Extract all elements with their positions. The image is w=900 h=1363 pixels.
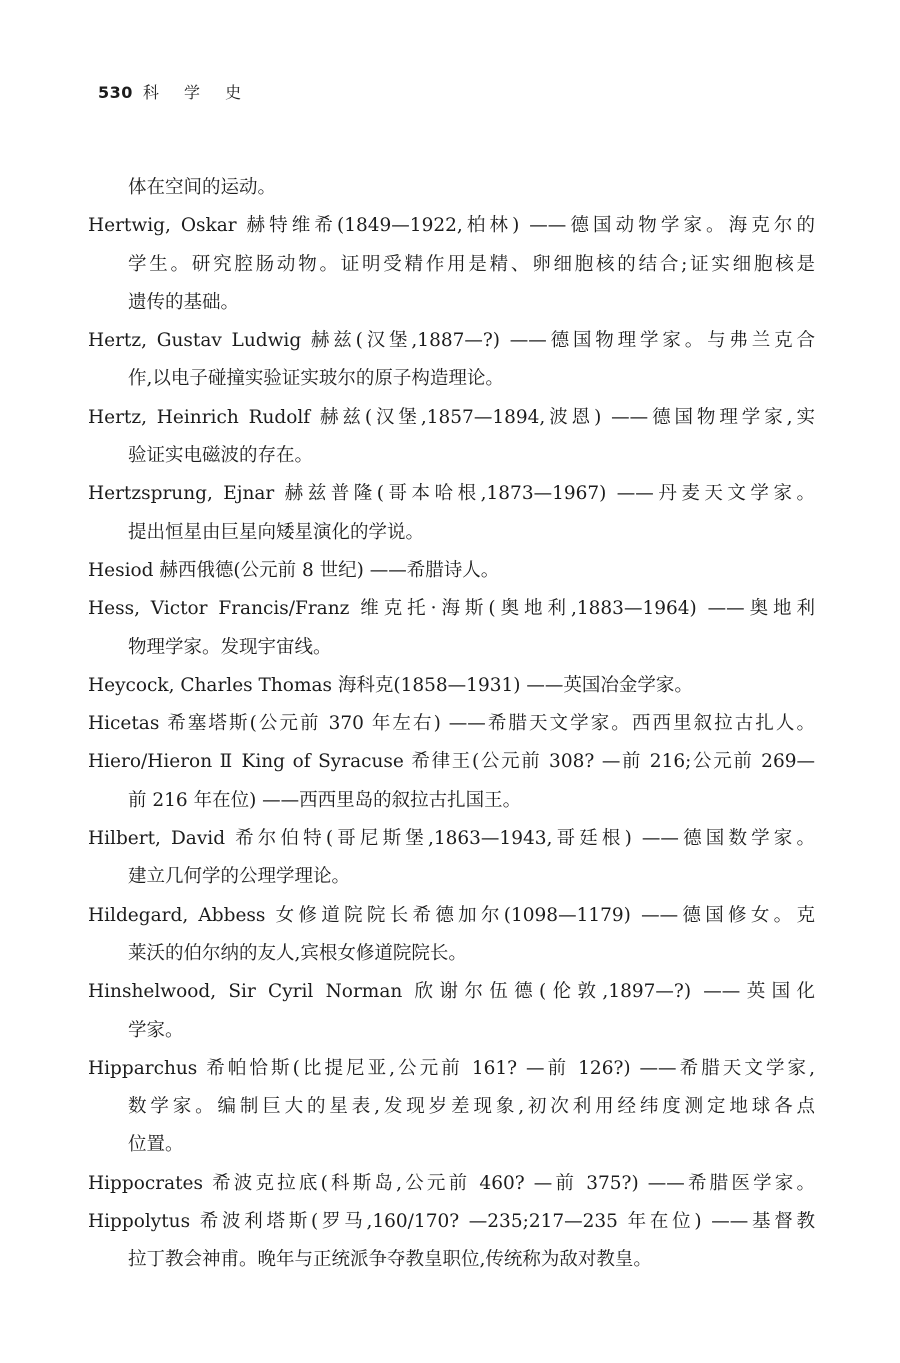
glossary-entries: [88, 169, 815, 1280]
entry-line: Hiero/Hieron Ⅱ King of Syracuse 希律王(公元前 308? —前 216;公元前 269—: [88, 751, 815, 773]
entry-line: Hilbert, David 希尔伯特(哥尼斯堡,1863—1943,哥廷根) ——德国数学家。: [88, 828, 815, 850]
entry-line: Hertz, Gustav Ludwig 赫兹(汉堡,1887—?) ——德国物理学家。与弗兰克合: [88, 330, 815, 352]
running-header: [98, 80, 251, 104]
entry-line: Hipparchus 希帕恰斯(比提尼亚,公元前 161? —前 126?) ——希腊天文学家,: [88, 1057, 815, 1079]
entry-continuation-line: 体在空间的运动。: [128, 177, 277, 198]
entry-continuation-line: 物理学家。发现宇宙线。: [128, 636, 332, 658]
entry-continuation-line: 数学家。编制巨大的星表,发现岁差现象,初次利用经纬度测定地球各点: [128, 1096, 815, 1118]
page-number: 530: [98, 83, 133, 102]
book-title: 科 学 史: [142, 83, 252, 102]
entry-continuation-line: 学生。研究腔肠动物。证明受精作用是精、卵细胞核的结合;证实细胞核是: [128, 253, 815, 275]
entry-line: Hertwig, Oskar 赫特维希(1849—1922,柏林) ——德国动物学家。海克尔的: [88, 215, 815, 237]
entry-continuation-line: 作,以电子碰撞实验证实玻尔的原子构造理论。: [128, 368, 504, 390]
entry-continuation-line: 位置。: [128, 1134, 184, 1156]
entry-line: Hippocrates 希波克拉底(科斯岛,公元前 460? —前 375?) ——希腊医学家。: [88, 1172, 815, 1194]
entry-continuation-line: 拉丁教会神甫。晚年与正统派争夺教皇职位,传统称为敌对教皇。: [128, 1249, 652, 1271]
entry-line: Hertz, Heinrich Rudolf 赫兹(汉堡,1857—1894,波恩) ——德国物理学家,实: [88, 406, 815, 428]
entry-continuation-line: 提出恒星由巨星向矮星演化的学说。: [128, 521, 425, 543]
entry-continuation-line: 前 216 年在位) ——西西里岛的叙拉古扎国王。: [128, 789, 522, 811]
entry-continuation-line: 建立几何学的公理学理论。: [128, 866, 351, 888]
entry-continuation-line: 验证实电磁波的存在。: [128, 445, 314, 467]
entry-line: Hinshelwood, Sir Cyril Norman 欣谢尔伍德(伦敦,1897—?) ——英国化: [88, 981, 815, 1003]
entry-line: Hippolytus 希波利塔斯(罗马,160/170? —235;217—235 年在位) ——基督教: [88, 1211, 815, 1233]
entry-line: Hertzsprung, Ejnar 赫兹普隆(哥本哈根,1873—1967) ——丹麦天文学家。: [88, 483, 815, 505]
entry-line: Hildegard, Abbess 女修道院院长希德加尔(1098—1179) ——德国修女。克: [88, 904, 815, 926]
entry-continuation-line: 遗传的基础。: [128, 291, 240, 313]
entry-continuation-line: 莱沃的伯尔纳的友人,宾根女修道院院长。: [128, 942, 467, 964]
entry-line: Hesiod 赫西俄德(公元前 8 世纪) ——希腊诗人。: [88, 559, 500, 581]
entry-continuation-line: 学家。: [128, 1019, 184, 1041]
entry-line: Heycock, Charles Thomas 海科克(1858—1931) ——英国冶金学家。: [88, 674, 693, 696]
entry-line: Hicetas 希塞塔斯(公元前 370 年左右) ——希腊天文学家。西西里叙拉古扎人。: [88, 713, 815, 735]
entry-line: Hess, Victor Francis/Franz 维克托·海斯(奥地利,1883—1964) ——奥地利: [88, 598, 815, 620]
